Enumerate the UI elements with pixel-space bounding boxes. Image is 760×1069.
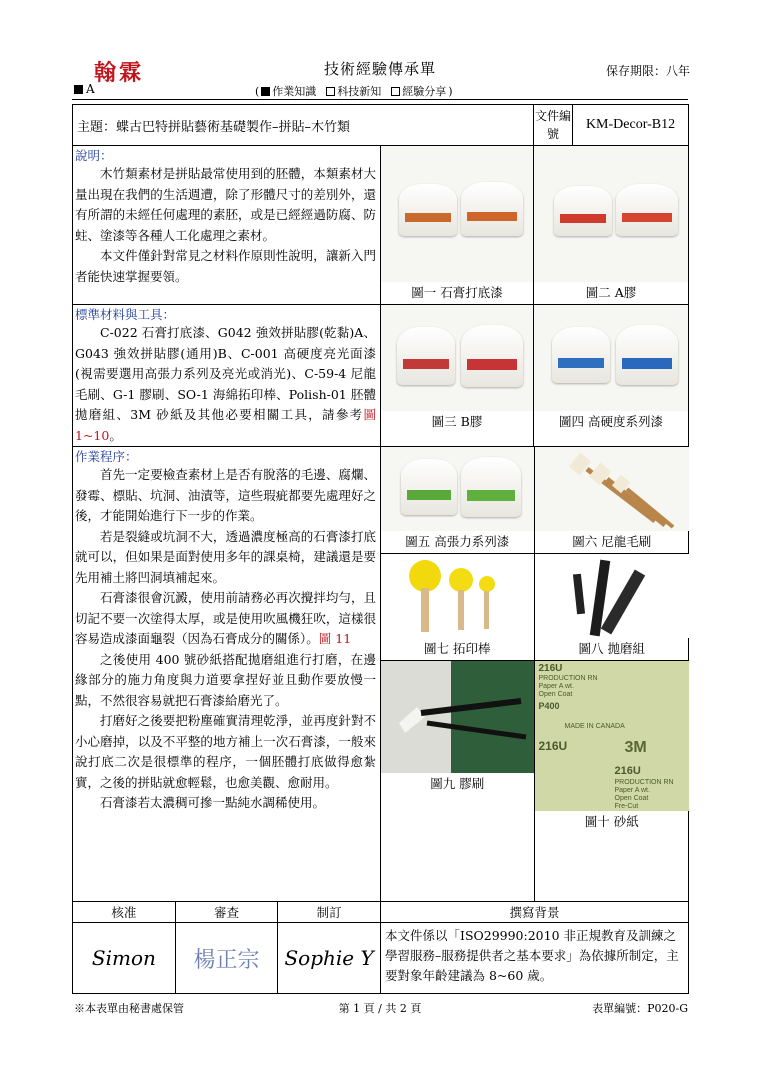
figure-caption: 圖八 拋磨組: [578, 641, 645, 656]
figure-3: [381, 305, 534, 447]
procedure-text: 石膏漆若太濃稠可摻一點純水調稀使用。: [100, 795, 326, 810]
materials-section: [73, 305, 381, 447]
unchecked-box-icon: [391, 87, 400, 96]
description-heading: 說明：: [75, 148, 113, 163]
figure-reference[interactable]: 圖 1~10: [75, 407, 376, 443]
background-text: 本文件係以「ISO29990:2010 非正規教育及訓練之學習服務–服務提供者之基本要求」為依據所制定，主要對象年齡建議為 8~60 歲。: [381, 923, 689, 994]
figure-10: [534, 661, 689, 902]
figure-caption: 圖十 砂紙: [584, 814, 639, 829]
figure-caption: 圖五 高張力系列漆: [405, 534, 510, 549]
sandpaper-lines: PRODUCTION RN Paper A wt. Open Coat: [538, 675, 598, 698]
approver-signature: Simon: [73, 923, 175, 993]
description-text: 本文件僅針對常見之材料作原則性說明，讓新入門者能快速掌握要領。: [75, 248, 376, 284]
figure-caption: 圖九 膠刷: [430, 776, 485, 791]
procedure-text: 之後使用 400 號砂紙搭配拋磨組進行打磨，在邊緣部分的施力角度與力道要拿捏好並且動作要放慢一點，不然很容易就把石膏漆給磨光了。: [75, 651, 376, 708]
figure-caption: 圖三 B膠: [431, 414, 483, 429]
sandpaper-made: MADE IN CANADA: [564, 723, 625, 730]
sandpaper-code: 216U: [538, 663, 563, 674]
option-experience[interactable]: 經驗分享 ): [391, 83, 452, 99]
punctuation: 。: [109, 427, 122, 443]
procedure-text: 石膏漆很會沉澱，使用前請務必再次攪拌均勻，且切記不要一次塗得太厚，或是使用吹風機狂吹，這樣很容易造成漆面龜裂（因為石膏成分的關係）。: [75, 590, 376, 646]
figure-1: [381, 146, 534, 305]
materials-heading: 標準材料與工具：: [75, 307, 176, 322]
figure-reference[interactable]: 圖 11: [318, 631, 352, 646]
made-header: 制訂: [316, 905, 342, 920]
figure-2: [534, 146, 689, 305]
description-section: [73, 146, 381, 305]
stamp-sticks-illustration: [381, 554, 534, 638]
sandpaper-code-3: 216U: [614, 765, 641, 777]
reviewer-signature: 楊正宗: [175, 923, 277, 993]
description-text: 木竹類素材是拼貼最常使用到的胚體，本類素材大量出現在我們的生活週遭，除了形體尺寸的差別外，還有所謂的未經任何處理的素胚，或是已經經過防腐、防蛀、塗漆等各種人工化處理之素材。: [75, 166, 376, 243]
sandpaper-lines-2: PRODUCTION RN Paper A wt. Open Coat Fre-Cut: [614, 779, 674, 810]
form-number: 表單編號：P020-G: [592, 1002, 688, 1015]
document-table: [72, 104, 689, 994]
company-logo: 翰霖: [94, 60, 145, 86]
footer-note: ※本表單由秘書處保管: [74, 1002, 184, 1015]
figure-8: [534, 554, 689, 661]
header-divider: [72, 99, 688, 100]
subject: 主題：蝶古巴特拼貼藝術基礎製作–拼貼–木竹類: [73, 105, 534, 146]
maker-signature: Sophie Y: [284, 946, 374, 970]
figure-5: [381, 447, 534, 554]
retention-period: 保存期限：八年: [605, 64, 690, 78]
category-code: A: [86, 82, 95, 96]
category-label: [74, 82, 95, 96]
procedure-text: 若是裂縫或坑洞不大，透過濃度極高的石膏漆打底就可以，但如果是面對使用多年的課桌椅，建議還是要先用補土將凹洞填補起來。: [75, 528, 376, 585]
figure-caption: 圖四 高硬度系列漆: [559, 414, 663, 429]
brand-3m-logo: 3M: [624, 739, 647, 756]
filled-square-icon: [74, 85, 83, 94]
brush-illustration: [535, 447, 690, 531]
figure-caption: 圖七 拓印棒: [424, 641, 491, 656]
review-header: 審查: [175, 902, 277, 922]
procedure-text: 打磨好之後要把粉塵確實清理乾淨，並再度針對不小心磨掉，以及不平整的地方補上一次石膏漆，一般來說打底二次是很標準的程序，一個胚體打底做得愈紮實，之後的拼貼就愈輕鬆，也愈美觀、愈耐用。: [75, 713, 376, 790]
doc-number-label: 文件編號: [534, 105, 573, 146]
doc-number: KM-Decor-B12: [573, 105, 689, 146]
type-options: [255, 83, 453, 99]
checked-box-icon: [261, 87, 270, 96]
sandpaper-code-2: 216U: [538, 739, 568, 753]
figure-6: [534, 447, 689, 554]
figure-caption: 圖一 石膏打底漆: [411, 285, 503, 300]
glue-brush-illustration: [381, 661, 534, 773]
signature-row: [73, 923, 381, 994]
unchecked-box-icon: [326, 87, 335, 96]
figure-grid: [381, 447, 689, 902]
polish-set-illustration: [535, 554, 690, 638]
procedure-text: 首先一定要檢查素材上是否有脫落的毛邊、腐爛、發霉、標貼、坑洞、油漬等，這些瑕疵都要先處理好之後，才能開始進行下一步的作業。: [75, 467, 376, 523]
figure-9: [381, 661, 534, 902]
signature-headers: [73, 902, 381, 923]
page-number: 第 1 頁 / 共 2 頁: [338, 1002, 422, 1015]
option-knowledge[interactable]: ( 作業知識: [255, 84, 317, 98]
option-tech[interactable]: 科技新知: [326, 83, 381, 99]
figure-7: [381, 554, 534, 661]
procedure-section: [73, 447, 381, 902]
figure-caption: 圖二 A膠: [585, 285, 637, 300]
sandpaper-grit: P400: [538, 701, 560, 711]
background-header: 撰寫背景: [381, 902, 689, 923]
figure-4: [534, 305, 689, 447]
materials-text: C-022 石膏打底漆、G042 強效拼貼膠(乾黏)A、G043 強效拼貼膠(通用)B、C-001 高硬度亮光面漆(視需要選用高張力系列及亮光或消光)、C-59-4 尼龍毛刷、G-1 膠刷、SO-1 海綿拓印棒、Polish-01 胚體拋磨組、3M 砂紙及其他必要相關工具，請參考: [75, 325, 376, 422]
figure-caption: 圖六 尼龍毛刷: [572, 534, 652, 549]
page-title: 技術經驗傳承單: [323, 60, 436, 78]
procedure-heading: 作業程序：: [75, 449, 138, 464]
approve-header: 核准: [73, 902, 175, 922]
